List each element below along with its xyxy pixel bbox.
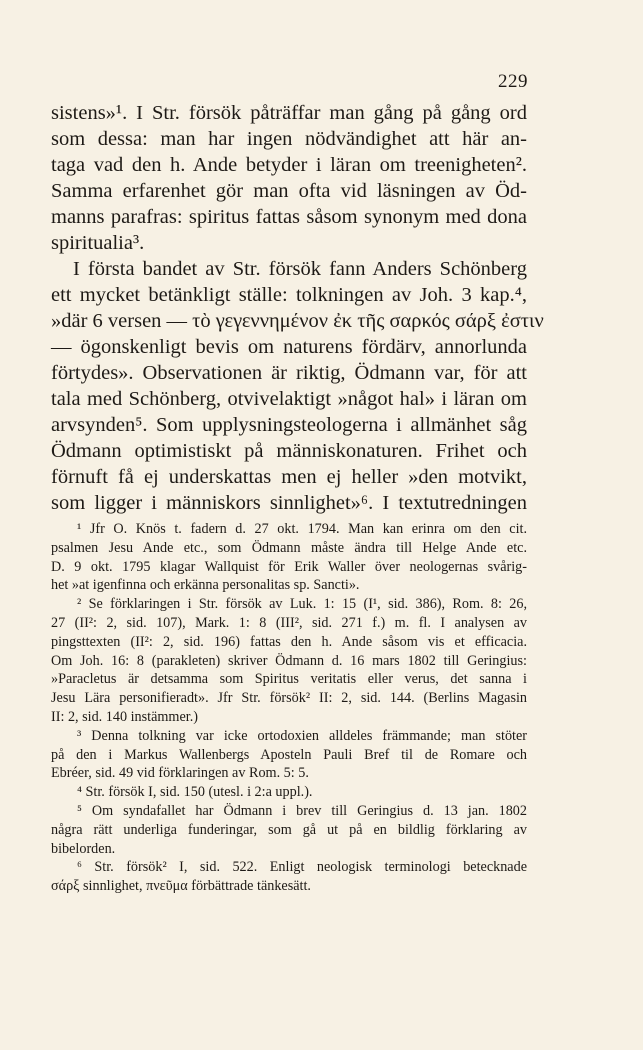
footnote-line: psalmen Jesu Ande etc., som Ödmann måste ändra till Helge Ande etc. — [51, 539, 527, 556]
body-text-line: arvsynden⁵. Som upplysningsteologerna i allmänhet såg — [51, 414, 527, 436]
footnote-line: ⁴ Str. försök I, sid. 150 (utesl. i 2:a uppl.). — [77, 784, 313, 801]
body-text-line: förtydes». Observationen är riktig, Ödmann var, för att — [51, 362, 527, 384]
body-text-line: Ödmann optimistiskt på människonaturen. Frihet och — [51, 440, 527, 462]
footnote-line: σάρξ sinnlighet, πνεῦμα förbättrade tänkesätt. — [51, 878, 311, 895]
body-text-line: som ligger i människors sinnlighet»⁶. I textutredningen — [51, 492, 527, 514]
footnote-line: 27 (II²: 2, sid. 107), Mark. 1: 8 (III², sid. 271 f.) m. fl. I analysen av — [51, 614, 527, 631]
footnote-line: »Paracletus är detsamma som Spiritus veritatis eller verus, det sanna i — [51, 671, 527, 688]
page-number: 229 — [498, 71, 528, 92]
footnote-line: D. 9 okt. 1795 klagar Wallquist för Erik Waller över neologernas svårig- — [51, 558, 527, 575]
body-text-line: Samma erfarenhet gör man ofta vid läsningen av Öd- — [51, 180, 527, 202]
footnotes — [51, 520, 527, 896]
footnote-line: ⁵ Om syndafallet har Ödmann i brev till Geringius d. 13 jan. 1802 — [77, 802, 527, 819]
body-text-line: I första bandet av Str. försök fann Anders Schönberg — [73, 258, 527, 280]
body-text-line: förnuft få ej underskattas men ej heller »den motvikt, — [51, 466, 527, 488]
footnote-line: II: 2, sid. 140 instämmer.) — [51, 708, 198, 725]
body-text-line: — ögonskenligt bevis om naturens fördärv, annorlunda — [51, 336, 527, 358]
footnote-line: Jesu Lära personifieradt». Jfr Str. försök² II: 2, sid. 144. (Berlins Magasin — [51, 690, 527, 707]
body-text-line: ett mycket betänkligt ställe: tolkningen av Joh. 3 kap.⁴, — [51, 284, 527, 306]
body-text — [51, 100, 544, 516]
body-text-line: spiritualia³. — [51, 232, 145, 254]
footnote-line: Ebréer, sid. 49 vid förklaringen av Rom. 5: 5. — [51, 765, 309, 782]
body-text-line: sistens»¹. I Str. försök påträffar man gång på gång ord — [51, 102, 527, 124]
footnote-line: ³ Denna tolkning var icke ortodoxien alldeles främmande; man stöter — [77, 727, 527, 744]
footnote-line: ¹ Jfr O. Knös t. fadern d. 27 okt. 1794. Man kan erinra om den cit. — [77, 521, 527, 537]
body-text-line: som dessa: man har ingen nödvändighet att här an- — [51, 128, 527, 150]
body-text-line: tala med Schönberg, otvivelaktigt »något hal» i läran om — [51, 388, 527, 410]
footnote-line: några rätt underliga funderingar, som gå ut på en bildlig förklaring av — [51, 821, 527, 838]
footnote-line: pingsttexten (II²: 2, sid. 196) fattas den h. Ande såsom vis et efficacia. — [51, 633, 527, 650]
footnote-line: bibelorden. — [51, 840, 116, 857]
footnote-line: Om Joh. 16: 8 (parakleten) skriver Ödmann d. 16 mars 1802 till Geringius: — [51, 652, 527, 669]
footnote-line: på den i Markus Wallenbergs Aposteln Pauli Bref til de Romare och — [51, 746, 527, 763]
footnote-line: ² Se förklaringen i Str. försök av Luk. 1: 15 (I¹, sid. 386), Rom. 8: 26, — [77, 596, 527, 613]
body-text-line: taga vad den h. Ande betyder i läran om treenigheten². — [51, 154, 527, 176]
footnote-line: het »at igenfinna och erkänna personalitas sp. Sancti». — [51, 577, 360, 594]
body-text-line: manns parafras: spiritus fattas såsom synonym med dona — [51, 206, 527, 228]
body-text-line: »där 6 versen — τὸ γεγεννημένον ἐκ τῆς σαρκός σάρξ ἐστιν — [51, 310, 544, 332]
footnote-line: ⁶ Str. försök² I, sid. 522. Enligt neologisk terminologi betecknade — [77, 859, 527, 876]
